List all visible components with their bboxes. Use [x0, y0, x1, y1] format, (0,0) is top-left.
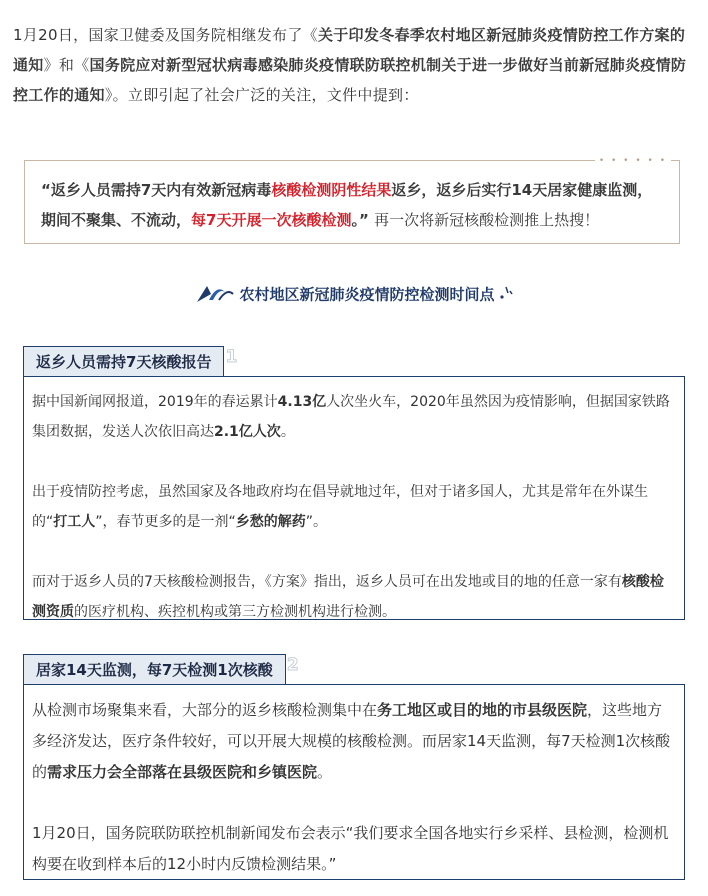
sparkle-icon: [499, 285, 513, 305]
block2-paragraph: 从检测市场聚集来看，大部分的返乡核酸检测集中在务工地区或目的地的市县级医院，这些地方多经济发达，医疗条件较好，可以开展大规模的核酸检测。而居家14天监测，每7天检测1次核酸的需求压力会全部落在县级医院和乡镇医院。: [32, 701, 671, 781]
intro-text: 》和《: [43, 56, 90, 74]
quote-text: 。”: [351, 211, 375, 229]
block2-paragraph: 1月20日，国务院联防联控机制新闻发布会表示“我们要求全国各地实行乡采样、县检测，检测机构要在收到样本后的12小时内反馈检测结果。”: [32, 824, 669, 873]
block2-card: [23, 684, 685, 880]
quote-text: 返乡，返乡后实行14天居家健康监测，期间不聚集、不流动，: [41, 181, 653, 229]
dotted-decoration-icon: • • • • • •: [595, 157, 671, 165]
block1-paragraph: 据中国新闻网报道，2019年的春运累计4.13亿人次坐火车，2020年虽然因为疫情影响，但据国家铁路集团数据，发送人次依旧高达2.1亿人次。: [32, 394, 670, 440]
quote-highlight: 每7天开展一次核酸检测: [191, 211, 352, 229]
intro-text: 1月20日，国家卫健委及国务院相继发布了《: [13, 26, 318, 44]
block1-card: [23, 376, 685, 620]
quote-text: “返乡人员需持7天内有效新冠病毒: [41, 181, 272, 199]
block1-tag: [23, 346, 238, 376]
section-title: [0, 282, 708, 308]
block2-number: 2: [286, 655, 299, 675]
quote-comment: 再一次将新冠核酸检测推上热搜！: [374, 211, 600, 229]
quote-box: [24, 156, 680, 244]
block1-paragraph: 出于疫情防控考虑，虽然国家及各地政府均在倡导就地过年，但对于诸多国人，尤其是常年在外谋生的“打工人”，春节更多的是一剂“乡愁的解药”。: [32, 484, 648, 530]
block1-paragraph: 而对于返乡人员的7天核酸检测报告，《方案》指出，返乡人员可在出发地或目的地的任意一家有核酸检测资质的医疗机构、疾控机构或第三方检测机构进行检测。: [32, 574, 664, 620]
block1-number: 1: [225, 347, 238, 367]
intro-text: 》。立即引起了社会广泛的关注，文件中提到：: [104, 86, 419, 104]
block1-tag-label: 返乡人员需持7天核酸报告: [36, 353, 212, 371]
intro-paragraph: [13, 20, 697, 110]
document-title-2: 国务院应对新型冠状病毒感染肺炎疫情联防联控机制关于进一步做好当前新冠肺炎疫情防控工作的通知: [13, 56, 687, 104]
quote-highlight: 核酸检测阴性结果: [271, 181, 392, 199]
document-title-1: 关于印发冬春季农村地区新冠肺炎疫情防控工作方案的通知: [13, 26, 686, 74]
swoosh-logo-icon: [195, 282, 235, 308]
block2-tag: [23, 654, 299, 684]
block2-tag-label: 居家14天监测，每7天检测1次核酸: [36, 661, 273, 679]
section-title-text: 农村地区新冠肺炎疫情防控检测时间点: [239, 285, 495, 304]
